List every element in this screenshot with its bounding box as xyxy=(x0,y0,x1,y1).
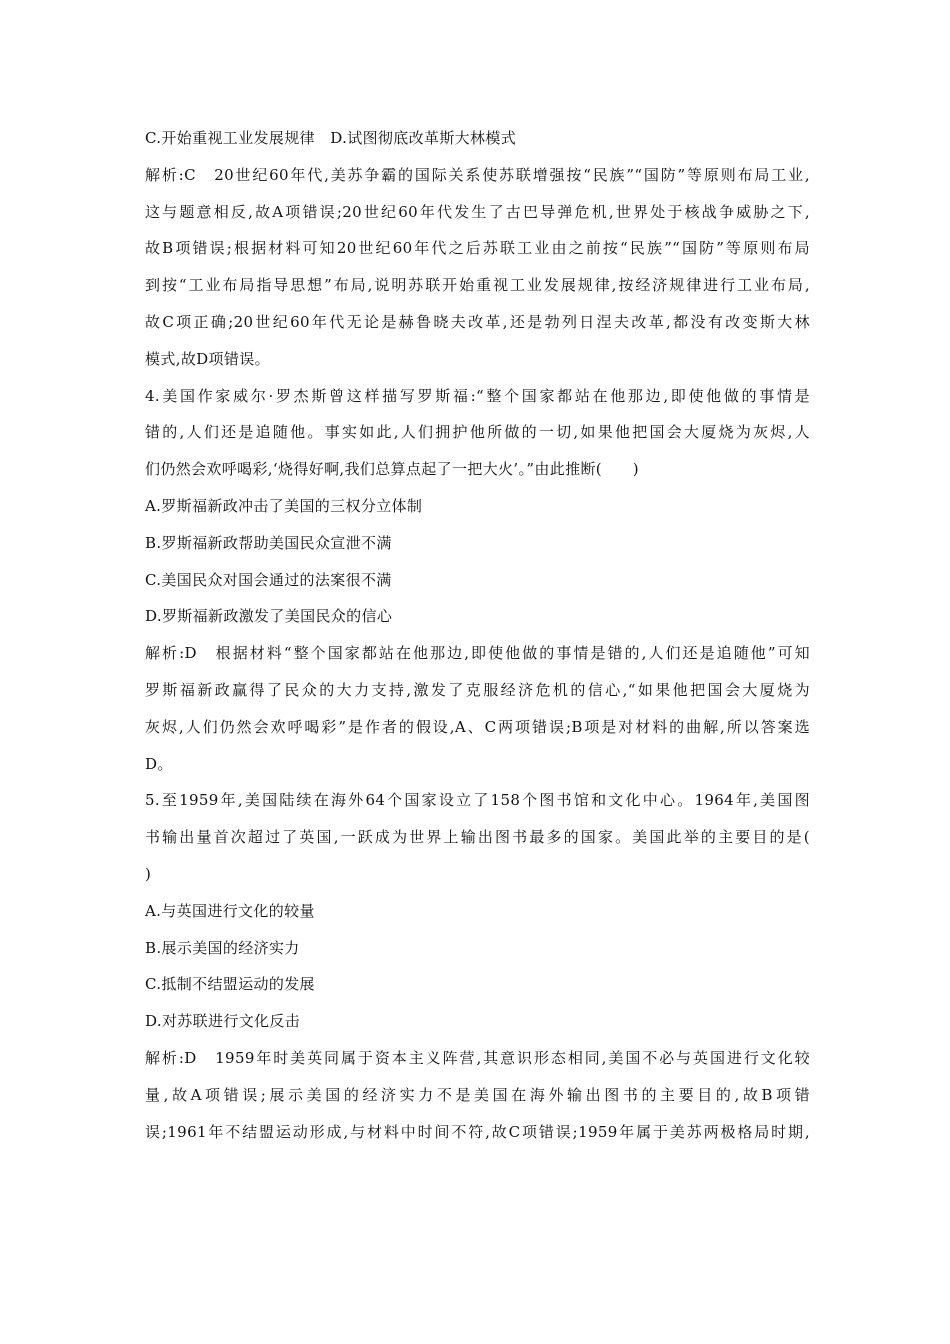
text-line-analysis-end: 模式,故D项错误。 xyxy=(145,349,270,368)
text-line-option: C.抵制不结盟运动的发展 xyxy=(145,975,315,994)
text-line-question-end: ) xyxy=(145,864,152,883)
document-page xyxy=(145,120,810,1150)
text-line-option: D.对苏联进行文化反击 xyxy=(145,1012,301,1031)
text-line-question: 4.美国作家威尔·罗杰斯曾这样描写罗斯福:“整个国家都站在他那边,即使他做的事情是 xyxy=(145,386,810,405)
text-line-analysis: 故C项正确;20世纪60年代无论是赫鲁晓夫改革,还是勃列日涅夫改革,都没有改变斯大林 xyxy=(145,312,810,331)
text-line-analysis: 这与题意相反,故A项错误;20世纪60年代发生了古巴导弹危机,世界处于核战争威胁之下, xyxy=(145,202,810,221)
text-line-analysis: 到按“工业布局指导思想”布局,说明苏联开始重视工业发展规律,按经济规律进行工业布局, xyxy=(145,276,810,295)
text-line-analysis: 解析:D 根据材料“整个国家都站在他那边,即使他做的事情是错的,人们还是追随他”可知 xyxy=(145,644,810,663)
text-line-analysis: 罗斯福新政赢得了民众的大力支持,激发了克服经济危机的信心,“如果他把国会大厦烧为 xyxy=(145,680,810,699)
text-line-option: B.展示美国的经济实力 xyxy=(145,938,300,957)
text-line-option: C.美国民众对国会通过的法案很不满 xyxy=(145,570,392,589)
text-line-analysis: 量,故A项错误;展示美国的经济实力不是美国在海外输出图书的主要目的,故B项错 xyxy=(145,1085,810,1104)
text-line-question-end: 们仍然会欢呼喝彩,‘烧得好啊,我们总算点起了一把大火’。”由此推断( ) xyxy=(145,460,639,479)
text-line-analysis: 解析:D 1959年时美英同属于资本主义阵营,其意识形态相同,美国不必与英国进行文化较 xyxy=(145,1048,810,1067)
text-line-analysis: 灰烬,人们仍然会欢呼喝彩”是作者的假设,A、C两项错误;B项是对材料的曲解,所以答案选 xyxy=(145,717,810,736)
text-line-analysis: 故B项错误;根据材料可知20世纪60年代之后苏联工业由之前按“民族”“国防”等原则布局 xyxy=(145,239,810,258)
text-line-question: 错的,人们还是追随他。事实如此,人们拥护他所做的一切,如果他把国会大厦烧为灰烬,人 xyxy=(145,423,810,442)
text-line-analysis: 误;1961年不结盟运动形成,与材料中时间不符,故C项错误;1959年属于美苏两极格局时期, xyxy=(145,1122,810,1141)
text-line-option: A.与英国进行文化的较量 xyxy=(145,901,315,920)
text-line-analysis-end: D。 xyxy=(145,754,173,773)
text-line-option: A.罗斯福新政冲击了美国的三权分立体制 xyxy=(145,496,423,515)
text-line-option: C.开始重视工业发展规律 D.试图彻底改革斯大林模式 xyxy=(145,129,517,147)
text-line-option: D.罗斯福新政激发了美国民众的信心 xyxy=(145,607,393,626)
text-line-question: 5.至1959年,美国陆续在海外64个国家设立了158个图书馆和文化中心。1964年,美国图 xyxy=(145,791,810,810)
text-line-option: B.罗斯福新政帮助美国民众宣泄不满 xyxy=(145,533,392,552)
text-line-question: 书输出量首次超过了英国,一跃成为世界上输出图书最多的国家。美国此举的主要目的是( xyxy=(145,828,810,847)
text-line-analysis: 解析:C 20世纪60年代,美苏争霸的国际关系使苏联增强按“民族”“国防”等原则布局工业, xyxy=(145,165,810,184)
